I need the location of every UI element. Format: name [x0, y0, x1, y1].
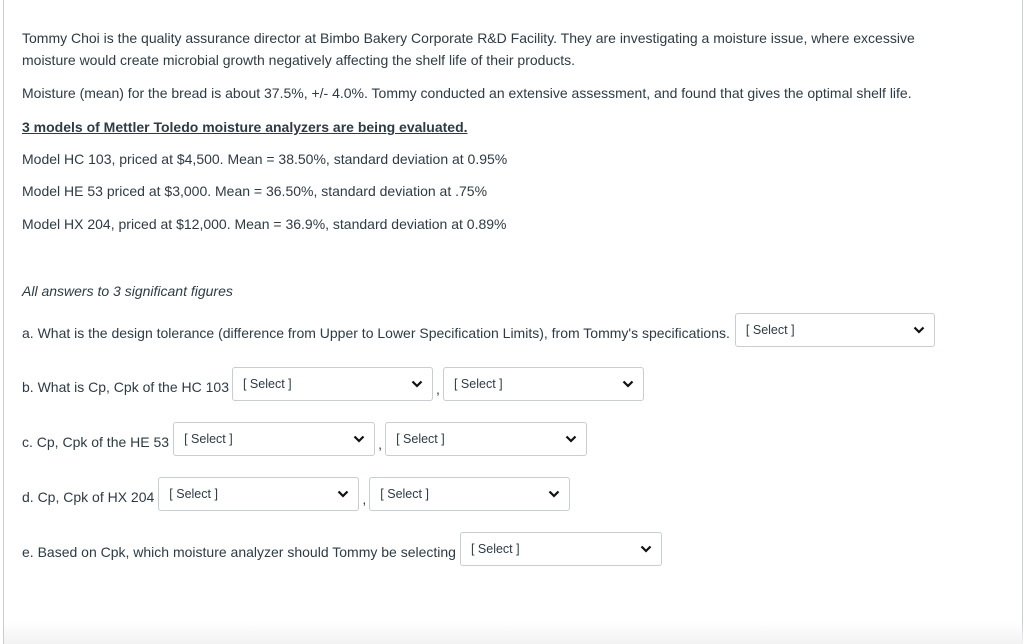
- chevron-down-icon: [913, 325, 925, 335]
- question-e: [22, 532, 662, 566]
- question-d-cpk-select-value: [ Select ]: [380, 487, 429, 501]
- model-hx204-text: Model HX 204, priced at $12,000. Mean = 36.9%, standard deviation at 0.89%: [22, 216, 507, 232]
- question-e-select[interactable]: [460, 532, 662, 566]
- chevron-down-icon: [622, 379, 634, 389]
- question-b-cp-select-value: [ Select ]: [242, 377, 292, 391]
- model-hc103-text: Model HC 103, priced at $4,500. Mean = 38.50%, standard deviation at 0.95%: [22, 151, 508, 167]
- bottom-fade: [4, 622, 1023, 644]
- question-b: [22, 367, 644, 401]
- question-c-cpk-select[interactable]: [385, 422, 587, 456]
- question-a-select-value: [ Select ]: [745, 323, 795, 337]
- question-b-cpk-select-value: [ Select ]: [453, 377, 503, 391]
- question-a-select[interactable]: [735, 313, 935, 347]
- chevron-down-icon: [548, 489, 560, 499]
- chevron-down-icon: [565, 434, 577, 444]
- question-b-text: b. What is Cp, Cpk of the HC 103: [22, 379, 229, 395]
- question-c-cpk-select-value: [ Select ]: [396, 432, 445, 446]
- intro-line-1: Tommy Choi is the quality assurance director at Bimbo Bakery Corporate R&D Facility. They are investigating a moisture issue, where excessive: [22, 30, 915, 46]
- question-c-cp-select-value: [ Select ]: [184, 432, 233, 446]
- question-d-separator: ,: [362, 491, 367, 507]
- models-heading: 3 models of Mettler Toledo moisture analyzers are being evaluated.: [22, 119, 468, 135]
- question-c-text: c. Cp, Cpk of the HE 53: [22, 434, 170, 450]
- chevron-down-icon: [337, 489, 349, 499]
- question-e-select-value: [ Select ]: [470, 542, 520, 556]
- moisture-spec-text: Moisture (mean) for the bread is about 37.5%, +/- 4.0%. Tommy conducted an extensive assessment, and found that gives the optimal shelf life.: [22, 85, 912, 101]
- chevron-down-icon: [411, 379, 423, 389]
- intro-line-2: moisture would create microbial growth negatively affecting the shelf life of their products.: [22, 52, 576, 68]
- question-c: [22, 422, 587, 456]
- question-d-cp-select[interactable]: [158, 477, 359, 511]
- question-b-cpk-select[interactable]: [443, 367, 644, 401]
- question-a: [22, 313, 935, 347]
- question-b-separator: ,: [436, 381, 440, 397]
- question-d-text: d. Cp, Cpk of HX 204: [22, 489, 155, 505]
- question-a-text: a. What is the design tolerance (difference from Upper to Lower Specification Limits), from Tommy's specifications.: [22, 325, 730, 341]
- chevron-down-icon: [353, 434, 365, 444]
- question-c-separator: ,: [378, 436, 383, 452]
- question-e-text: e. Based on Cpk, which moisture analyzer should Tommy be selecting: [22, 544, 456, 560]
- sig-fig-note: All answers to 3 significant figures: [22, 283, 233, 299]
- question-d-cpk-select[interactable]: [369, 477, 570, 511]
- question-d-cp-select-value: [ Select ]: [169, 487, 218, 501]
- model-he53-text: Model HE 53 priced at $3,000. Mean = 36.50%, standard deviation at .75%: [22, 183, 488, 199]
- chevron-down-icon: [640, 544, 652, 554]
- question-c-cp-select[interactable]: [173, 422, 375, 456]
- question-d: [22, 477, 570, 511]
- question-b-cp-select[interactable]: [232, 367, 433, 401]
